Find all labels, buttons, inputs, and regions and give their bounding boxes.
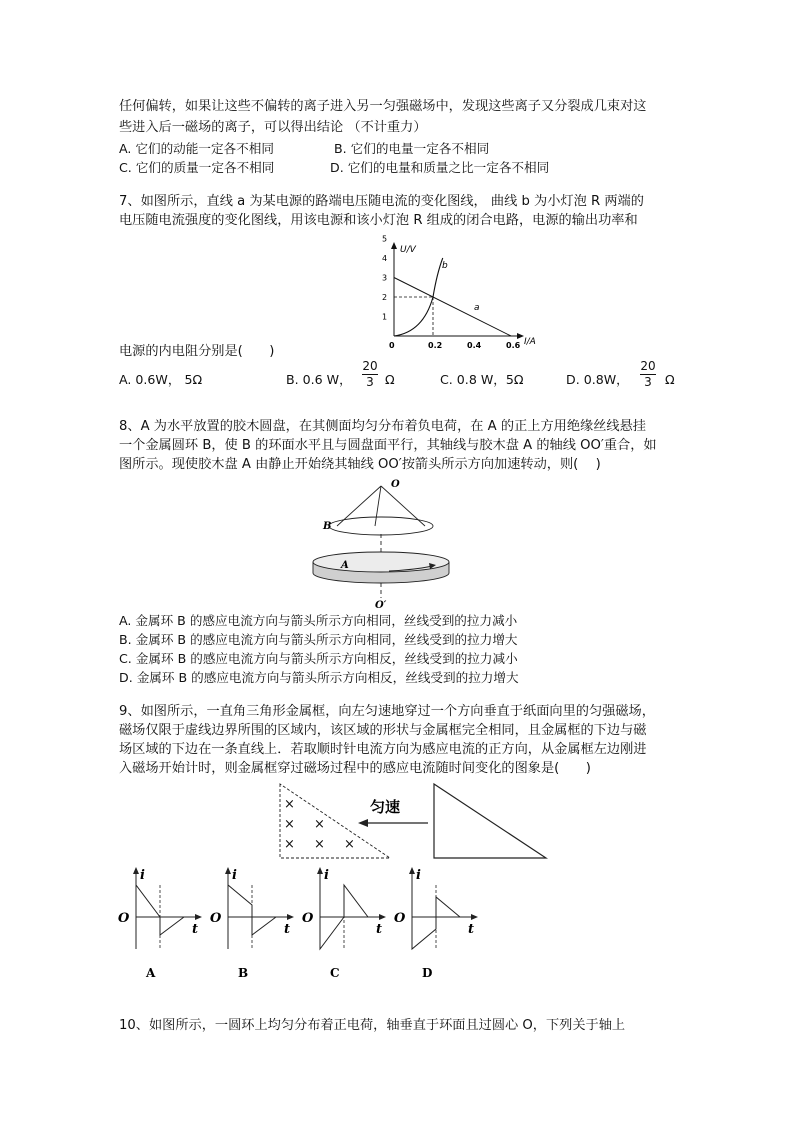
field-region [280, 784, 390, 858]
q8-option-d: D. 金属环 B 的感应电流方向与箭头所示方向相反，丝线受到的拉力增大 [119, 670, 519, 685]
origin-label: O [210, 911, 222, 926]
q8-line1: 8、A 为水平放置的胶木圆盘，在其侧面均匀分布着负电荷，在 A 的正上方用绝缘丝线悬挂 [119, 419, 646, 434]
q6-option-b: B. 它们的电量一定各不相同 [334, 141, 490, 156]
q9-line4: 入磁场开始计时，则金属框穿过磁场过程中的感应电流随时间变化的图象是( ) [119, 761, 591, 776]
q9-line1: 9、如图所示，一直角三角形金属框，向左匀速地穿过一个方向垂直于纸面向里的匀强磁场， [119, 704, 655, 719]
q8-option-c: C. 金属环 B 的感应电流方向与箭头所示方向相反，丝线受到的拉力减小 [119, 651, 518, 666]
label-a: a [474, 303, 480, 313]
label-b-ring: B [323, 521, 332, 532]
line-a [394, 278, 511, 337]
x-axis-label: I/A [524, 337, 536, 347]
origin-label: O [302, 911, 314, 926]
q7-option-b-unit: Ω [385, 372, 395, 387]
graph-letter: C [330, 966, 340, 980]
q8-line3: 图所示。现使胶木盘 A 由静止开始绕其轴线 OO′按箭头所示方向加速转动，则( ) [119, 457, 601, 472]
q7-line1: 7、如图所示，直线 a 为某电源的路端电压随电流的变化图线， 曲线 b 为小灯泡 R 两端的 [119, 194, 644, 209]
graph-letter: D [422, 966, 433, 980]
q6-option-d: D. 它们的电量和质量之比一定各不相同 [330, 160, 550, 175]
ui-graph [360, 234, 550, 355]
q8-line2: 一个金属圆环 B，使 B 的环面水平且与圆盘面平行，其轴线与胶木盘 A 的轴线 OO′重合，如 [119, 438, 657, 453]
graph-option-c [302, 867, 386, 980]
q7-option-a: A. 0.6W， 5Ω [119, 372, 203, 387]
disk-a [313, 552, 449, 572]
q6-option-a: A. 它们的动能一定各不相同 [119, 141, 274, 156]
q7-line3: 电源的内电阻分别是( ) [119, 344, 275, 359]
i-axis-label: i [324, 868, 329, 883]
q9-line3: 场区域的下边在一条直线上．若取顺时针电流方向为感应电流的正方向，从金属框左边刚进 [119, 742, 647, 757]
x-tick-label: 0.4 [467, 341, 482, 350]
ring-b [329, 517, 433, 535]
y-axis-label: U/V [400, 245, 416, 255]
q6-line1: 任何偏转，如果让这些不偏转的离子进入另一匀强磁场中，发现这些离子又分裂成几束对这 [119, 99, 647, 114]
answer-graphs [118, 865, 478, 983]
y-tick-label: 3 [382, 273, 388, 283]
q10-line1: 10、如图所示，一圆环上均匀分布着正电荷，轴垂直于环面且过圆心 O，下列关于轴上 [119, 1018, 626, 1033]
t-axis-label: t [468, 922, 475, 937]
i-axis-label: i [232, 868, 237, 883]
speed-label: 匀速 [370, 798, 401, 816]
y-tick-label: 5 [382, 234, 388, 244]
q6-option-c: C. 它们的质量一定各不相同 [119, 160, 275, 175]
origin-label: O [118, 911, 130, 926]
t-axis-label: t [376, 922, 383, 937]
q7-option-c: C. 0.8 W，5Ω [440, 372, 524, 387]
q7-line2: 电压随电流强度的变化图线，用该电源和该小灯泡 R 组成的闭合电路，电源的输出功率和 [119, 213, 638, 228]
graph-letter: A [146, 966, 156, 980]
x-tick-label: 0 [389, 341, 395, 350]
metal-frame [434, 784, 546, 858]
q7-option-d-unit: Ω [665, 372, 675, 387]
q7-option-d: D. 0.8W， [566, 372, 629, 387]
graph-option-a [118, 867, 202, 980]
q7-option-b: B. 0.6 W， [286, 372, 352, 387]
q8-option-b: B. 金属环 B 的感应电流方向与箭头所示方向相同，丝线受到的拉力增大 [119, 632, 518, 647]
origin-label: O [394, 911, 406, 926]
q8-option-a: A. 金属环 B 的感应电流方向与箭头所示方向相同，丝线受到的拉力减小 [119, 613, 518, 628]
label-b: b [442, 261, 448, 271]
svg-text:×: × [314, 817, 325, 832]
q6-line2: 些进入后一磁场的离子，可以得出结论 （不计重力） [119, 120, 427, 135]
label-a-disk: A [341, 560, 349, 571]
label-o: O [391, 479, 400, 490]
graph-letter: B [238, 966, 249, 980]
svg-text:×: × [284, 837, 295, 852]
y-tick-label: 2 [382, 293, 388, 302]
x-tick-label: 0.6 [506, 341, 521, 350]
triangle-field-figure [278, 782, 548, 862]
svg-text:×: × [284, 797, 295, 812]
y-tick-label: 4 [382, 254, 388, 263]
disk-ring-figure [305, 476, 455, 612]
q9-line2: 磁场仅限于虚线边界所围的区域内，该区域的形状与金属框完全相同，且金属框的下边与磁 [119, 723, 647, 738]
label-o-prime: O′ [375, 600, 387, 611]
q7-fraction-b: 20 3 [362, 359, 378, 389]
svg-text:×: × [284, 817, 295, 832]
i-axis-label: i [416, 868, 421, 883]
i-axis-label: i [140, 868, 145, 883]
t-axis-label: t [192, 922, 199, 937]
x-tick-label: 0.2 [428, 341, 443, 350]
svg-text:×: × [344, 837, 355, 852]
q7-fraction-d: 20 3 [640, 359, 656, 389]
svg-text:×: × [314, 837, 325, 852]
graph-option-d [394, 867, 478, 980]
t-axis-label: t [284, 922, 291, 937]
graph-option-b [210, 867, 294, 980]
y-tick-label: 1 [382, 312, 388, 322]
